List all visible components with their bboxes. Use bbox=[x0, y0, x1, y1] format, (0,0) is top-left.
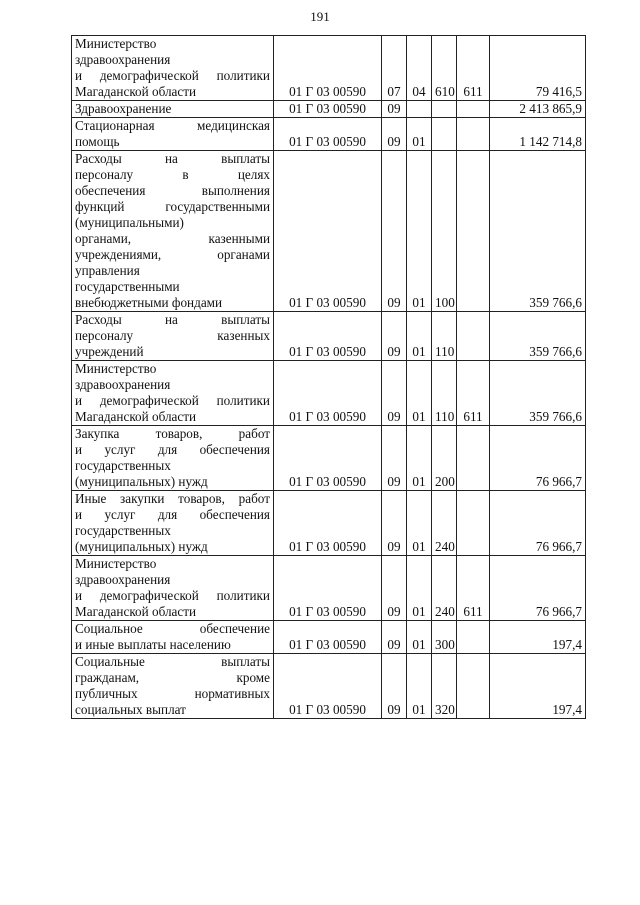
target-article-code: 01 Г 03 00590 bbox=[274, 491, 382, 556]
administrator-code bbox=[457, 118, 490, 151]
table-row bbox=[72, 118, 586, 151]
amount-value: 2 413 865,9 bbox=[490, 101, 586, 118]
expense-name-line: персоналу казенных bbox=[75, 328, 270, 343]
administrator-code bbox=[457, 101, 490, 118]
table-row bbox=[72, 312, 586, 361]
expense-name bbox=[72, 36, 274, 101]
budget-table bbox=[71, 35, 586, 719]
expense-name-line: и демографической политики bbox=[75, 393, 270, 408]
section-code: 09 bbox=[382, 312, 407, 361]
administrator-code: 611 bbox=[457, 556, 490, 621]
target-article-code: 01 Г 03 00590 bbox=[274, 621, 382, 654]
expense-name bbox=[72, 361, 274, 426]
expense-name-line: помощь bbox=[75, 134, 120, 149]
table-row bbox=[72, 36, 586, 101]
amount-value: 76 966,7 bbox=[490, 556, 586, 621]
target-article-code: 01 Г 03 00590 bbox=[274, 36, 382, 101]
subsection-code: 01 bbox=[407, 621, 432, 654]
section-code: 09 bbox=[382, 151, 407, 312]
expense-name-line: здравоохранения bbox=[75, 52, 171, 67]
expense-name bbox=[72, 556, 274, 621]
subsection-code bbox=[407, 101, 432, 118]
table-row bbox=[72, 556, 586, 621]
expense-type-code: 240 bbox=[432, 491, 457, 556]
expense-name-line: и услуг для обеспечения bbox=[75, 507, 270, 522]
expense-name-line: учреждений bbox=[75, 344, 144, 359]
expense-name-line: органами, казенными bbox=[75, 231, 270, 246]
subsection-code: 01 bbox=[407, 151, 432, 312]
amount-value: 197,4 bbox=[490, 654, 586, 719]
expense-name-line: Иные закупки товаров, работ bbox=[75, 491, 270, 506]
expense-name-line: Министерство bbox=[75, 556, 157, 571]
expense-name bbox=[72, 654, 274, 719]
expense-name-line: Министерство bbox=[75, 361, 157, 376]
target-article-code: 01 Г 03 00590 bbox=[274, 312, 382, 361]
expense-name-line: Социальные выплаты bbox=[75, 654, 270, 669]
expense-name-line: функций государственными bbox=[75, 199, 270, 214]
expense-name-line: гражданам, кроме bbox=[75, 670, 270, 685]
table-row bbox=[72, 151, 586, 312]
expense-name-line: персоналу в целях bbox=[75, 167, 270, 182]
expense-type-code: 610 bbox=[432, 36, 457, 101]
budget-table-body bbox=[72, 36, 586, 719]
expense-name-line: государственных bbox=[75, 523, 171, 538]
expense-name-line: социальных выплат bbox=[75, 702, 186, 717]
subsection-code: 04 bbox=[407, 36, 432, 101]
administrator-code bbox=[457, 312, 490, 361]
expense-name bbox=[72, 151, 274, 312]
expense-name bbox=[72, 426, 274, 491]
amount-value: 76 966,7 bbox=[490, 491, 586, 556]
expense-name-line: здравоохранения bbox=[75, 377, 171, 392]
expense-name-line: Магаданской области bbox=[75, 409, 197, 424]
expense-name bbox=[72, 312, 274, 361]
expense-name-line: и иные выплаты населению bbox=[75, 637, 231, 652]
administrator-code bbox=[457, 426, 490, 491]
administrator-code: 611 bbox=[457, 361, 490, 426]
expense-name bbox=[72, 491, 274, 556]
subsection-code: 01 bbox=[407, 118, 432, 151]
expense-name-line: и демографической политики bbox=[75, 68, 270, 83]
expense-name bbox=[72, 101, 274, 118]
section-code: 09 bbox=[382, 621, 407, 654]
subsection-code: 01 bbox=[407, 312, 432, 361]
amount-value: 1 142 714,8 bbox=[490, 118, 586, 151]
subsection-code: 01 bbox=[407, 654, 432, 719]
section-code: 09 bbox=[382, 361, 407, 426]
subsection-code: 01 bbox=[407, 361, 432, 426]
expense-name bbox=[72, 118, 274, 151]
expense-type-code bbox=[432, 101, 457, 118]
table-row bbox=[72, 654, 586, 719]
expense-name-line: управления bbox=[75, 263, 140, 278]
administrator-code bbox=[457, 491, 490, 556]
section-code: 09 bbox=[382, 491, 407, 556]
table-row bbox=[72, 426, 586, 491]
expense-name-line: Социальное обеспечение bbox=[75, 621, 270, 636]
amount-value: 359 766,6 bbox=[490, 361, 586, 426]
section-code: 09 bbox=[382, 426, 407, 491]
expense-name-line: публичных нормативных bbox=[75, 686, 270, 701]
subsection-code: 01 bbox=[407, 491, 432, 556]
expense-name-line: обеспечения выполнения bbox=[75, 183, 270, 198]
expense-name bbox=[72, 621, 274, 654]
target-article-code: 01 Г 03 00590 bbox=[274, 151, 382, 312]
expense-type-code: 100 bbox=[432, 151, 457, 312]
expense-name-line: Магаданской области bbox=[75, 84, 197, 99]
expense-name-line: (муниципальными) bbox=[75, 215, 184, 230]
expense-name-line: Министерство bbox=[75, 36, 157, 51]
target-article-code: 01 Г 03 00590 bbox=[274, 426, 382, 491]
section-code: 07 bbox=[382, 36, 407, 101]
table-row bbox=[72, 361, 586, 426]
expense-name-line: Расходы на выплаты bbox=[75, 151, 270, 166]
expense-name-line: Закупка товаров, работ bbox=[75, 426, 270, 441]
subsection-code: 01 bbox=[407, 556, 432, 621]
page-number: 191 bbox=[310, 9, 330, 24]
target-article-code: 01 Г 03 00590 bbox=[274, 101, 382, 118]
expense-name-line: и услуг для обеспечения bbox=[75, 442, 270, 457]
amount-value: 197,4 bbox=[490, 621, 586, 654]
table-row bbox=[72, 101, 586, 118]
section-code: 09 bbox=[382, 101, 407, 118]
section-code: 09 bbox=[382, 556, 407, 621]
expense-type-code: 320 bbox=[432, 654, 457, 719]
expense-name-line: и демографической политики bbox=[75, 588, 270, 603]
expense-name-line: Стационарная медицинская bbox=[75, 118, 270, 133]
expense-type-code: 200 bbox=[432, 426, 457, 491]
amount-value: 76 966,7 bbox=[490, 426, 586, 491]
administrator-code bbox=[457, 621, 490, 654]
administrator-code bbox=[457, 654, 490, 719]
expense-name-line: (муниципальных) нужд bbox=[75, 474, 208, 489]
table-row bbox=[72, 621, 586, 654]
target-article-code: 01 Г 03 00590 bbox=[274, 361, 382, 426]
expense-name-line: учреждениями, органами bbox=[75, 247, 270, 262]
expense-name-line: государственными bbox=[75, 279, 180, 294]
expense-type-code: 240 bbox=[432, 556, 457, 621]
administrator-code: 611 bbox=[457, 36, 490, 101]
section-code: 09 bbox=[382, 118, 407, 151]
expense-name-line: здравоохранения bbox=[75, 572, 171, 587]
expense-name-line: государственных bbox=[75, 458, 171, 473]
amount-value: 359 766,6 bbox=[490, 312, 586, 361]
expense-type-code: 110 bbox=[432, 361, 457, 426]
expense-name-line: (муниципальных) нужд bbox=[75, 539, 208, 554]
expense-name-line: Расходы на выплаты bbox=[75, 312, 270, 327]
expense-type-code: 300 bbox=[432, 621, 457, 654]
expense-type-code bbox=[432, 118, 457, 151]
amount-value: 79 416,5 bbox=[490, 36, 586, 101]
subsection-code: 01 bbox=[407, 426, 432, 491]
expense-name-line: Магаданской области bbox=[75, 604, 197, 619]
expense-name-line: Здравоохранение bbox=[75, 101, 172, 116]
expense-name-line: внебюджетными фондами bbox=[75, 295, 223, 310]
target-article-code: 01 Г 03 00590 bbox=[274, 118, 382, 151]
target-article-code: 01 Г 03 00590 bbox=[274, 556, 382, 621]
section-code: 09 bbox=[382, 654, 407, 719]
administrator-code bbox=[457, 151, 490, 312]
expense-type-code: 110 bbox=[432, 312, 457, 361]
amount-value: 359 766,6 bbox=[490, 151, 586, 312]
target-article-code: 01 Г 03 00590 bbox=[274, 654, 382, 719]
table-row bbox=[72, 491, 586, 556]
